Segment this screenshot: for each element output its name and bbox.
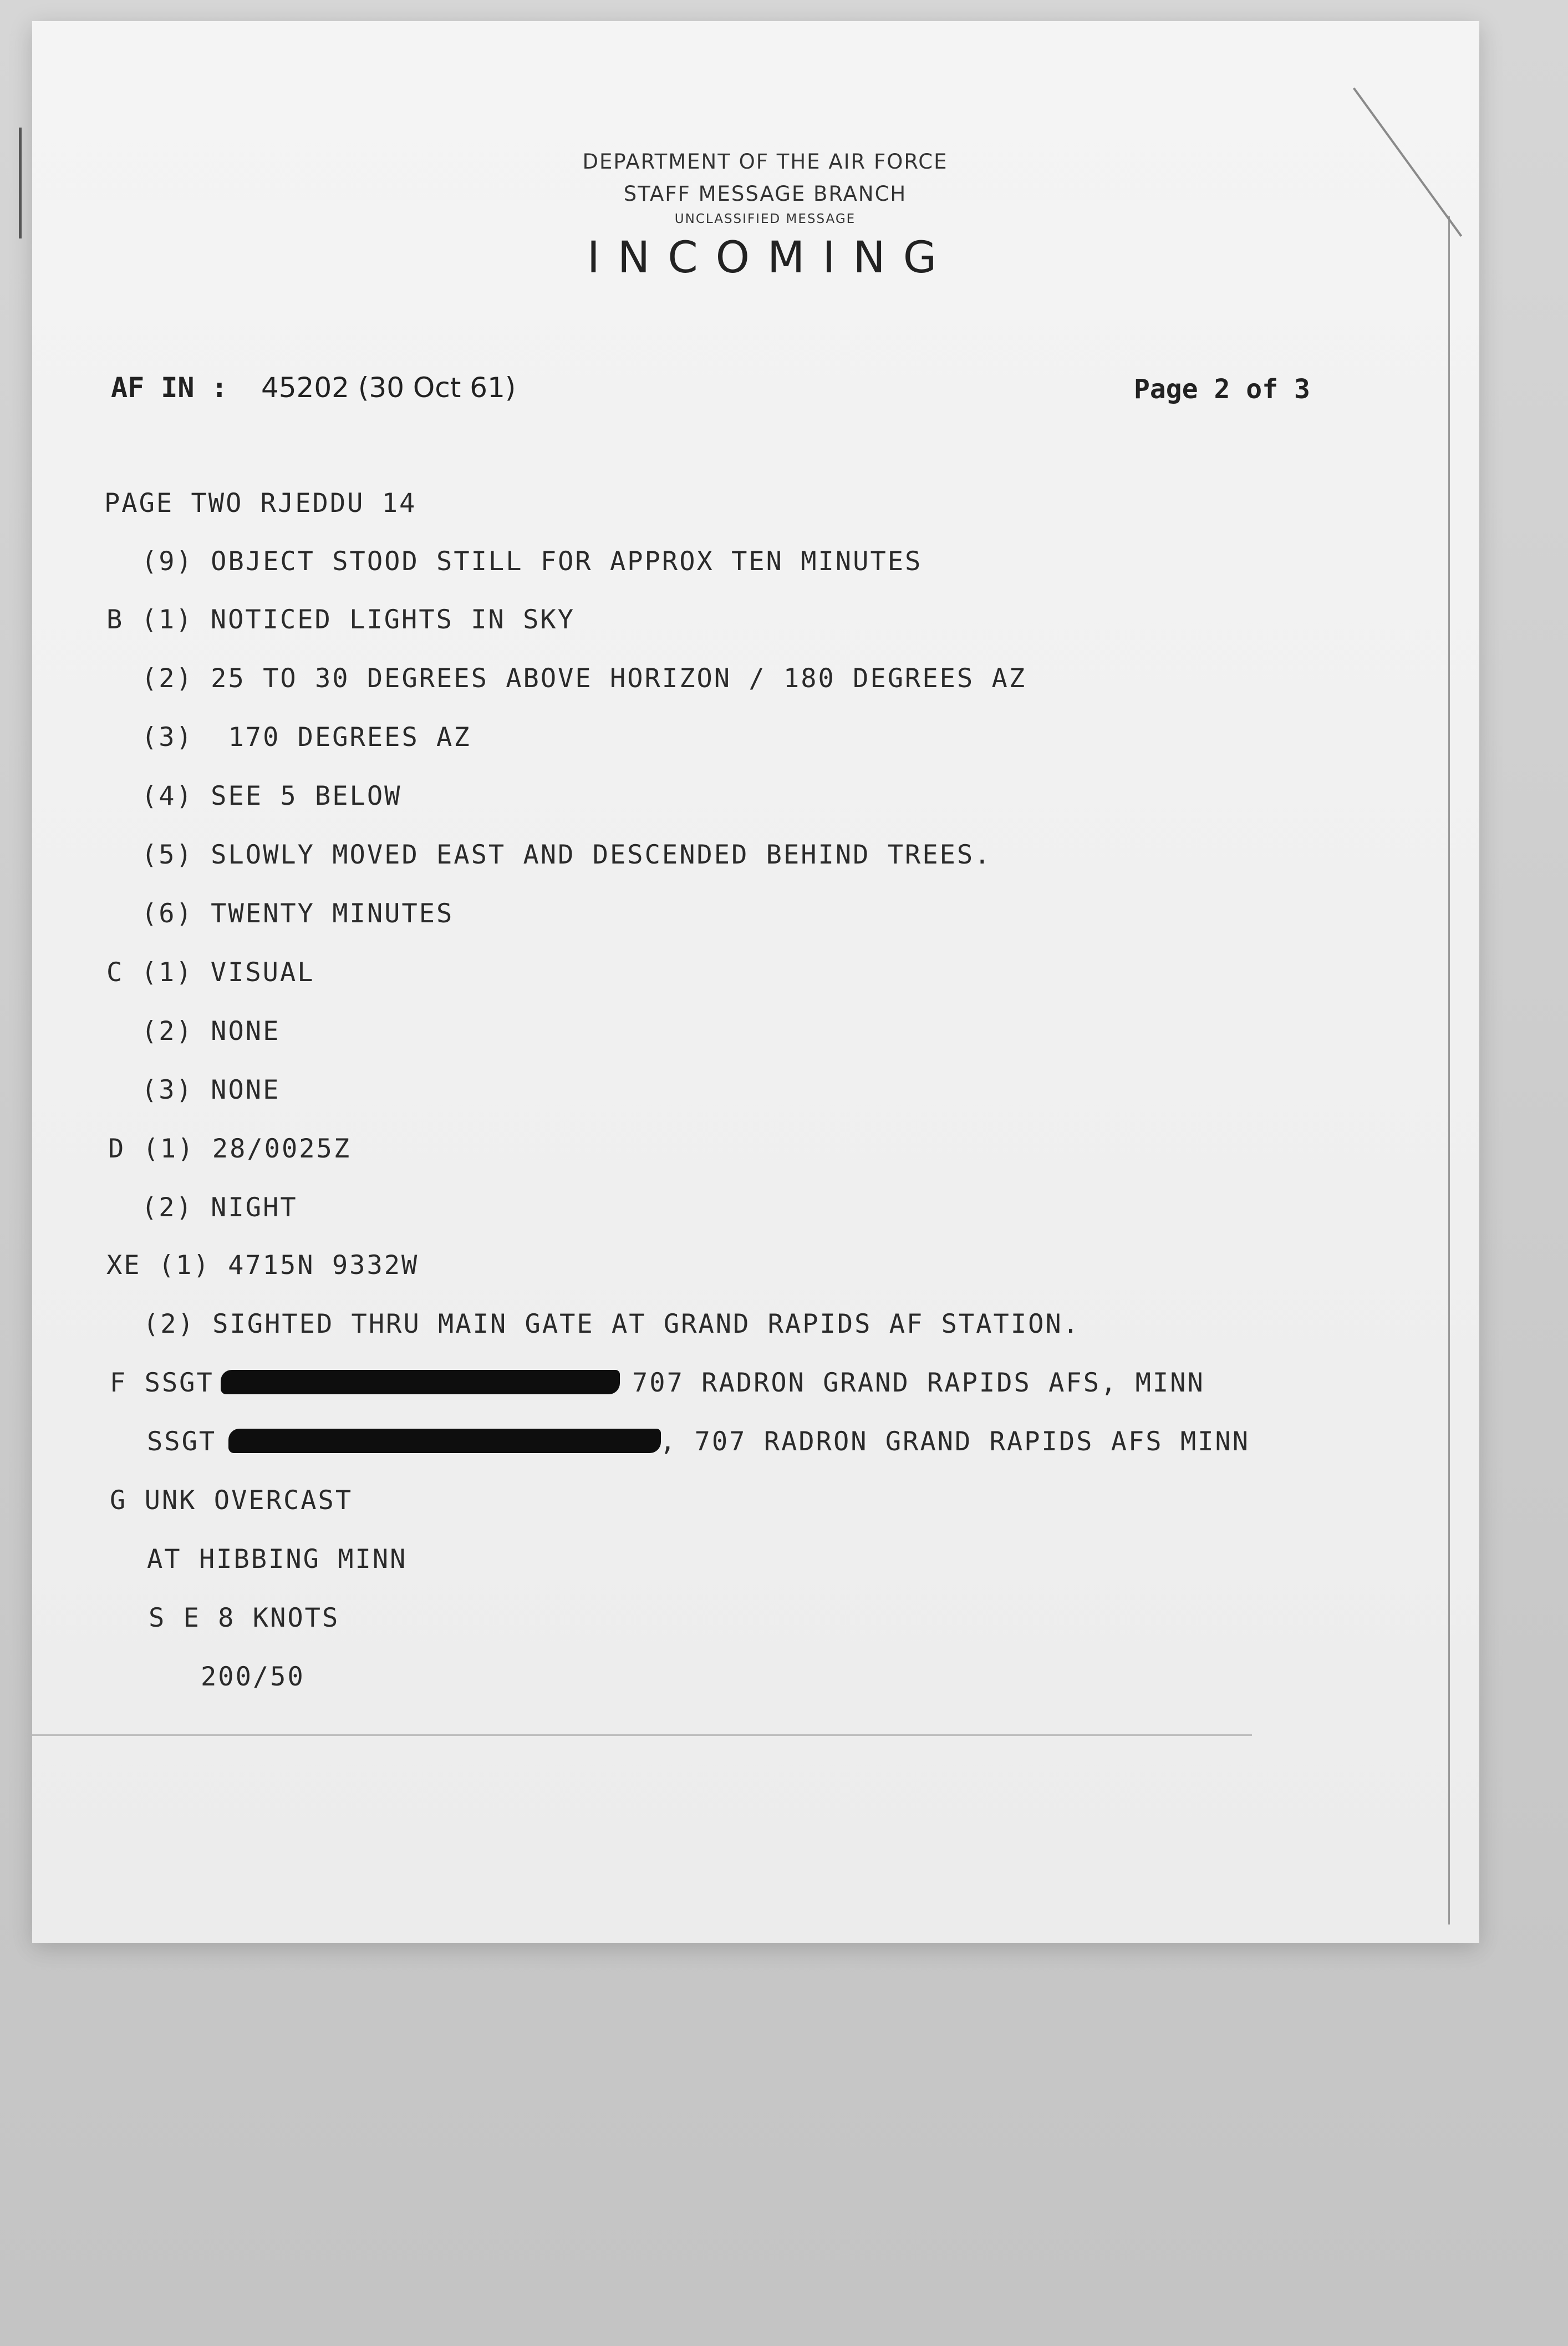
- body-line: B (1) NOTICED LIGHTS IN SKY: [106, 605, 576, 635]
- body-line: XE (1) 4715N 9332W: [106, 1250, 419, 1281]
- classification-label: UNCLASSIFIED MESSAGE: [674, 212, 856, 226]
- redaction-bar: [221, 1370, 620, 1394]
- body-line: C (1) VISUAL: [106, 957, 315, 988]
- body-line: (2) NIGHT: [141, 1192, 298, 1223]
- body-line: (3) 170 DEGREES AZ: [141, 722, 471, 753]
- witness-line-1-unit: 707 RADRON GRAND RAPIDS AFS, MINN: [632, 1368, 1205, 1398]
- af-in-number: 45202 (30 Oct 61): [261, 372, 516, 404]
- body-line: AT HIBBING MINN: [147, 1544, 408, 1575]
- body-line: (5) SLOWLY MOVED EAST AND DESCENDED BEHIND TREES.: [141, 840, 992, 870]
- body-line: (9) OBJECT STOOD STILL FOR APPROX TEN MINUTES: [141, 546, 923, 577]
- body-line: PAGE TWO RJEDDU 14: [104, 488, 417, 519]
- page-number: Page 2 of 3: [1134, 374, 1310, 405]
- witness-line-2-rank: SSGT: [147, 1426, 217, 1457]
- redaction-bar: [228, 1429, 661, 1453]
- body-line: S E 8 KNOTS: [149, 1603, 340, 1633]
- body-line: (6) TWENTY MINUTES: [141, 898, 454, 929]
- body-line: D (1) 28/0025Z: [108, 1134, 352, 1164]
- binding-edge: [19, 128, 22, 238]
- body-line: 200/50: [201, 1662, 305, 1692]
- witness-line-1-rank: F SSGT: [110, 1368, 214, 1398]
- af-in-label: AF IN :: [111, 372, 228, 404]
- body-line: (2) SIGHTED THRU MAIN GATE AT GRAND RAPIDS AF STATION.: [143, 1309, 1081, 1339]
- department-title: DEPARTMENT OF THE AIR FORCE: [582, 150, 948, 174]
- page-edge: [1448, 216, 1450, 1924]
- body-line: G UNK OVERCAST: [110, 1485, 353, 1516]
- message-type-title: INCOMING: [587, 233, 955, 283]
- branch-title: STAFF MESSAGE BRANCH: [623, 182, 907, 206]
- body-line: (2) NONE: [141, 1016, 281, 1047]
- af-in-reference: [111, 372, 516, 404]
- witness-line-2-unit: , 707 RADRON GRAND RAPIDS AFS MINN: [660, 1426, 1250, 1457]
- form-bottom-rule: [32, 1734, 1252, 1736]
- body-line: (3) NONE: [141, 1075, 281, 1105]
- body-line: (2) 25 TO 30 DEGREES ABOVE HORIZON / 180 DEGREES AZ: [141, 663, 1027, 694]
- body-line: (4) SEE 5 BELOW: [141, 781, 402, 811]
